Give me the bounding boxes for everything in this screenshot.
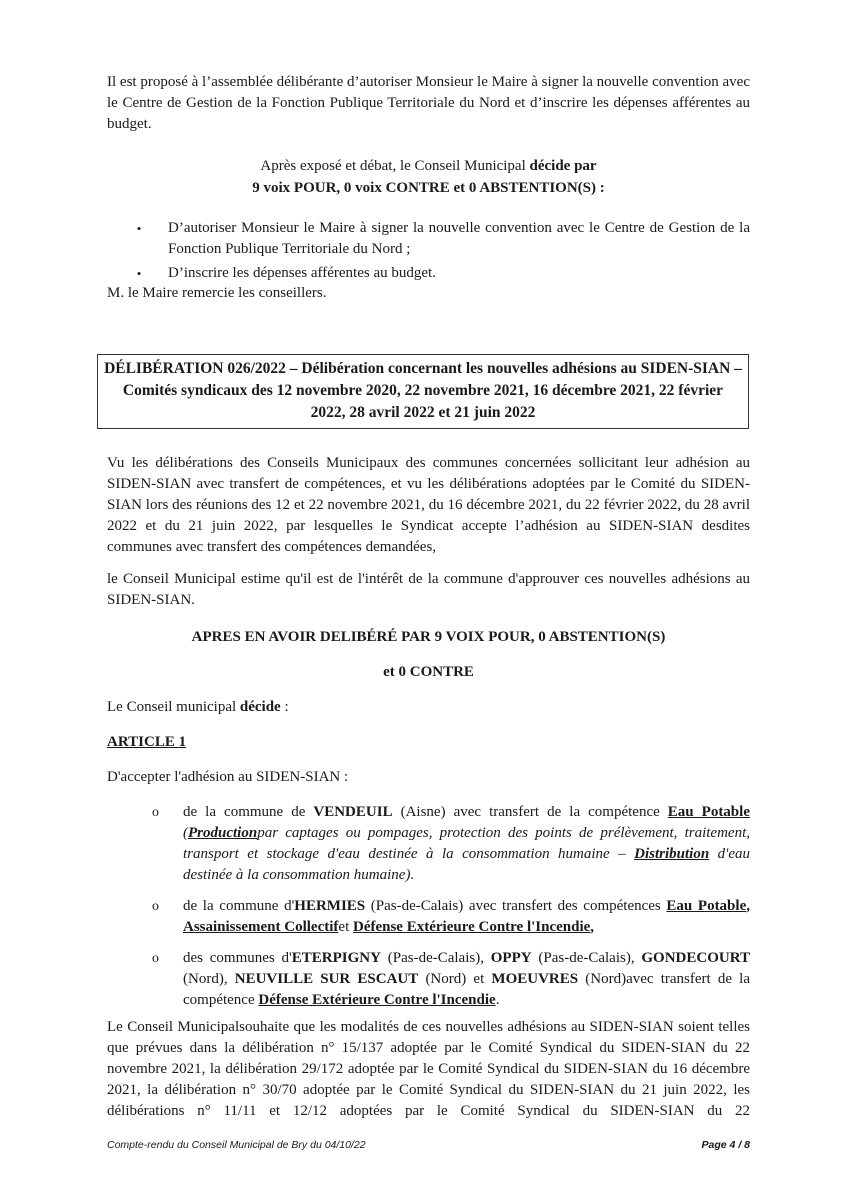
- circle-bullet-icon: o: [152, 805, 159, 820]
- decide-bold: décide: [239, 699, 281, 715]
- item2-competence: Assainissement Collectif: [183, 919, 339, 935]
- item3-commune: OPPY: [490, 950, 532, 966]
- vote-first-line1-plain: Après exposé et débat, le Conseil Municipal: [260, 158, 530, 174]
- item3-text: (Nord),: [183, 971, 235, 987]
- item2-text: et: [338, 919, 353, 935]
- vote-second-line1: APRES EN AVOIR DELIBÉRÉ PAR 9 VOIX POUR, 0 ABSTENTION(S): [191, 629, 666, 645]
- item2-competence: Défense Extérieure Contre l'Incendie: [352, 919, 591, 935]
- deliberation-title-box: [97, 354, 749, 429]
- item1-text: d'eau destinée à la consommation humaine).: [183, 846, 751, 883]
- item3-text: (Pas-de-Calais),: [531, 950, 642, 966]
- bullet-icon: •: [136, 221, 142, 236]
- item3-commune: ETERPIGNY: [291, 950, 381, 966]
- deliberation-title-line3: 2022, 28 avril 2022 et 21 juin 2022: [310, 404, 536, 421]
- list-item: [150, 948, 750, 1011]
- item1-production: Production: [188, 825, 258, 841]
- item3-commune: NEUVILLE SUR ESCAUT: [234, 971, 419, 987]
- item1-commune: VENDEUIL: [313, 804, 393, 820]
- circle-bullet-icon: o: [152, 951, 159, 966]
- vu-paragraph: Vu les délibérations des Conseils Municipaux des communes concernées sollicitant leur adhésion au SIDEN-SIAN avec transfert de compétences, et vu les délibérations adoptées par le Comité du SIDEN-SIAN lors des réunions des 12 et 22 novembre 2021, du 16 décembre 2021, du 22 février 2022, du 28 avril 2022 et du 21 juin 2022, par lesquelles le Syndicat accepte l’adhésion au SIDEN-SIAN desdites communes avec transfert des compétences demandées,: [107, 455, 750, 555]
- item3-text: (Nord)avec transfert de la compétence: [183, 971, 751, 1008]
- item1-text: de la commune de: [183, 804, 314, 820]
- item1-competence: Eau Potable: [667, 804, 750, 820]
- vote-second-line2: et 0 CONTRE: [383, 664, 474, 680]
- bullet-list: [107, 218, 750, 284]
- bullet-text-1: D’autoriser Monsieur le Maire à signer la nouvelle convention avec le Centre de Gestion de la Fonction Publique Territoriale du Nord ;: [168, 220, 750, 257]
- item2-text: de la commune d': [183, 898, 295, 914]
- article-heading-text: ARTICLE 1: [107, 734, 187, 750]
- item3-text: (Nord) et: [418, 971, 492, 987]
- item2-competence: Eau Potable: [666, 898, 747, 914]
- item3-text: .: [495, 992, 500, 1008]
- item1-text: (Aisne) avec transfert de la compétence: [392, 804, 668, 820]
- bullet-text-2: D’inscrire les dépenses afférentes au budget.: [168, 265, 436, 281]
- decide-plain: Le Conseil municipal: [107, 699, 240, 715]
- item3-text: des communes d': [183, 950, 292, 966]
- article-heading: [107, 732, 750, 753]
- bullet-icon: •: [136, 266, 142, 281]
- vote-first-line1-bold: décide par: [529, 158, 597, 174]
- final-paragraph: Le Conseil Municipalsouhaite que les modalités de ces nouvelles adhésions au SIDEN-SIAN soient telles que prévues dans la délibération n° 15/137 adoptée par le Comité Syndical du SIDEN-SIAN du 22 novembre 2021, la délibération 29/172 adoptée par le Comité Syndical du SIDEN-SIAN du 16 décembre 2021, la délibération n° 30/70 adoptée par le Comité Syndical du SIDEN-SIAN du 21 juin 2022, les délibérations n° 11/11 et 12/12 adoptées par le Comité Syndical du SIDEN-SIAN du 22: [107, 1019, 750, 1119]
- footer-page-number: Page 4 / 8: [701, 1139, 750, 1151]
- item1-distribution: Distribution: [634, 846, 710, 862]
- item1-text: par captages ou pompages, protection des points de prélèvement, traitement, transport et stockage d'eau destinée à la consommation humaine –: [183, 825, 750, 862]
- list-item: [107, 218, 750, 260]
- thanks-line: M. le Maire remercie les conseillers.: [107, 285, 327, 301]
- item2-commune: HERMIES: [294, 898, 366, 914]
- estime-paragraph: le Conseil Municipal estime qu'il est de l'intérêt de la commune d'approuver ces nouvelles adhésions au SIDEN-SIAN.: [107, 571, 750, 608]
- item2-text: (Pas-de-Calais) avec transfert des compétences: [365, 898, 667, 914]
- commune-list: [150, 802, 750, 1021]
- item3-commune: GONDECOURT: [641, 950, 751, 966]
- vote-first-line2-bold: 9 voix POUR, 0 voix CONTRE et 0 ABSTENTION(S) :: [252, 180, 605, 196]
- list-item: [150, 896, 750, 938]
- list-item: [150, 802, 750, 886]
- deliberation-title-line1: DÉLIBÉRATION 026/2022 – Délibération concernant les nouvelles adhésions au SIDEN-SIAN –: [104, 360, 742, 377]
- item1-text: (: [183, 825, 188, 841]
- item3-commune: MOEUVRES: [491, 971, 579, 987]
- footer-document-title: Compte-rendu du Conseil Municipal de Bry du 04/10/22: [107, 1139, 366, 1151]
- vote-first-line1: [107, 156, 750, 177]
- item2-text: ,: [746, 898, 750, 914]
- vote-first-line2: [107, 178, 750, 199]
- item3-competence: Défense Extérieure Contre l'Incendie: [258, 992, 496, 1008]
- accept-line: D'accepter l'adhésion au SIDEN-SIAN :: [107, 769, 349, 785]
- list-item: [107, 263, 750, 284]
- decide-line: [107, 697, 750, 718]
- decide-tail: :: [280, 699, 289, 715]
- item2-text: ,: [590, 919, 595, 935]
- deliberation-title-line2: Comités syndicaux des 12 novembre 2020, 22 novembre 2021, 16 décembre 2021, 22 février: [122, 382, 724, 399]
- intro-paragraph: Il est proposé à l’assemblée délibérante d’autoriser Monsieur le Maire à signer la nouvelle convention avec le Centre de Gestion de la Fonction Publique Territoriale du Nord et d’inscrire les dépenses afférentes au budget.: [107, 74, 750, 132]
- item3-text: (Pas-de-Calais),: [380, 950, 491, 966]
- circle-bullet-icon: o: [152, 899, 159, 914]
